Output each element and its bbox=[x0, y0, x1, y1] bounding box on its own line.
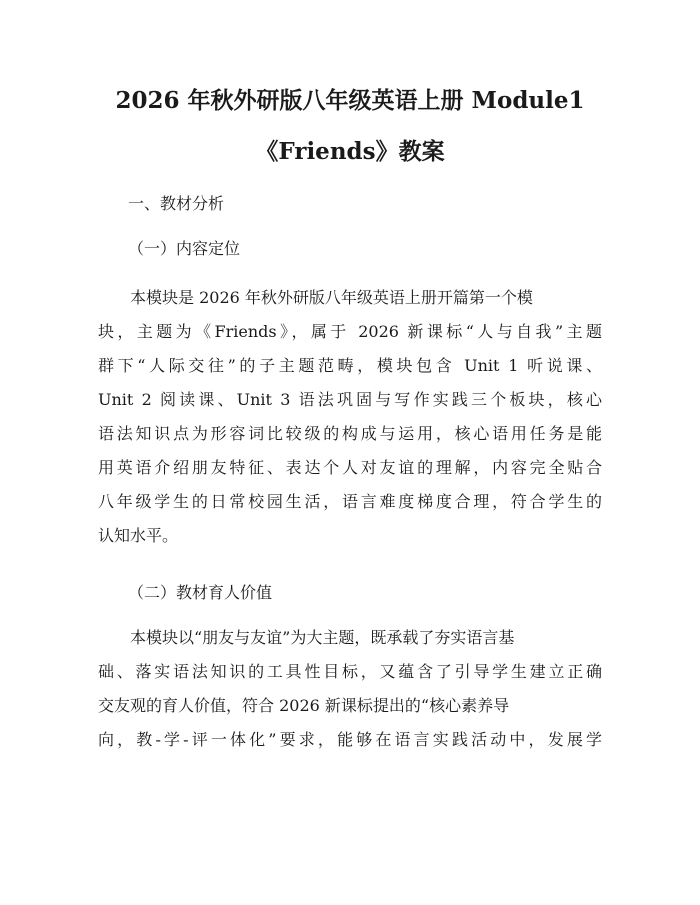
paragraph-line: 用英语介绍朋友特征、表达个人对友谊的理解，内容完全贴合 bbox=[98, 458, 602, 477]
paragraph-line: 语法知识点为形容词比较级的构成与运用，核心语用任务是能 bbox=[98, 424, 602, 443]
paragraph-line: 认知水平。 bbox=[98, 526, 179, 545]
section-heading-teaching-material-analysis: 一、教材分析 bbox=[128, 194, 225, 213]
paragraph-line: 八年级学生的日常校园生活，语言难度梯度合理，符合学生的 bbox=[98, 492, 602, 511]
paragraph-line: Unit 2 阅读课、Unit 3 语法巩固与写作实践三个板块，核心 bbox=[98, 390, 602, 409]
paragraph-line: 向，教-学-评一体化”要求，能够在语言实践活动中，发展学 bbox=[98, 730, 602, 749]
subsection-heading-educational-value: （二）教材育人价值 bbox=[128, 583, 273, 602]
paragraph-line: 本模块是 2026 年秋外研版八年级英语上册开篇第一个模 bbox=[130, 288, 533, 307]
paragraph-line: 块，主题为《Friends》，属于 2026 新课标“人与自我”主题 bbox=[98, 322, 602, 341]
document-title-line-1: 2026 年秋外研版八年级英语上册 Module1 bbox=[115, 87, 585, 114]
document-title-line-2: 《Friends》教案 bbox=[255, 138, 445, 165]
subsection-heading-content-positioning: （一）内容定位 bbox=[128, 239, 241, 258]
paragraph-line: 础、落实语法知识的工具性目标，又蕴含了引导学生建立正确 bbox=[98, 662, 602, 681]
paragraph-line: 本模块以“朋友与友谊”为大主题，既承载了夯实语言基 bbox=[130, 628, 515, 647]
paragraph-line: 交友观的育人价值，符合 2026 新课标提出的“核心素养导 bbox=[98, 696, 510, 715]
paragraph-line: 群下“人际交往”的子主题范畴，模块包含 Unit 1 听说课、 bbox=[98, 356, 602, 375]
